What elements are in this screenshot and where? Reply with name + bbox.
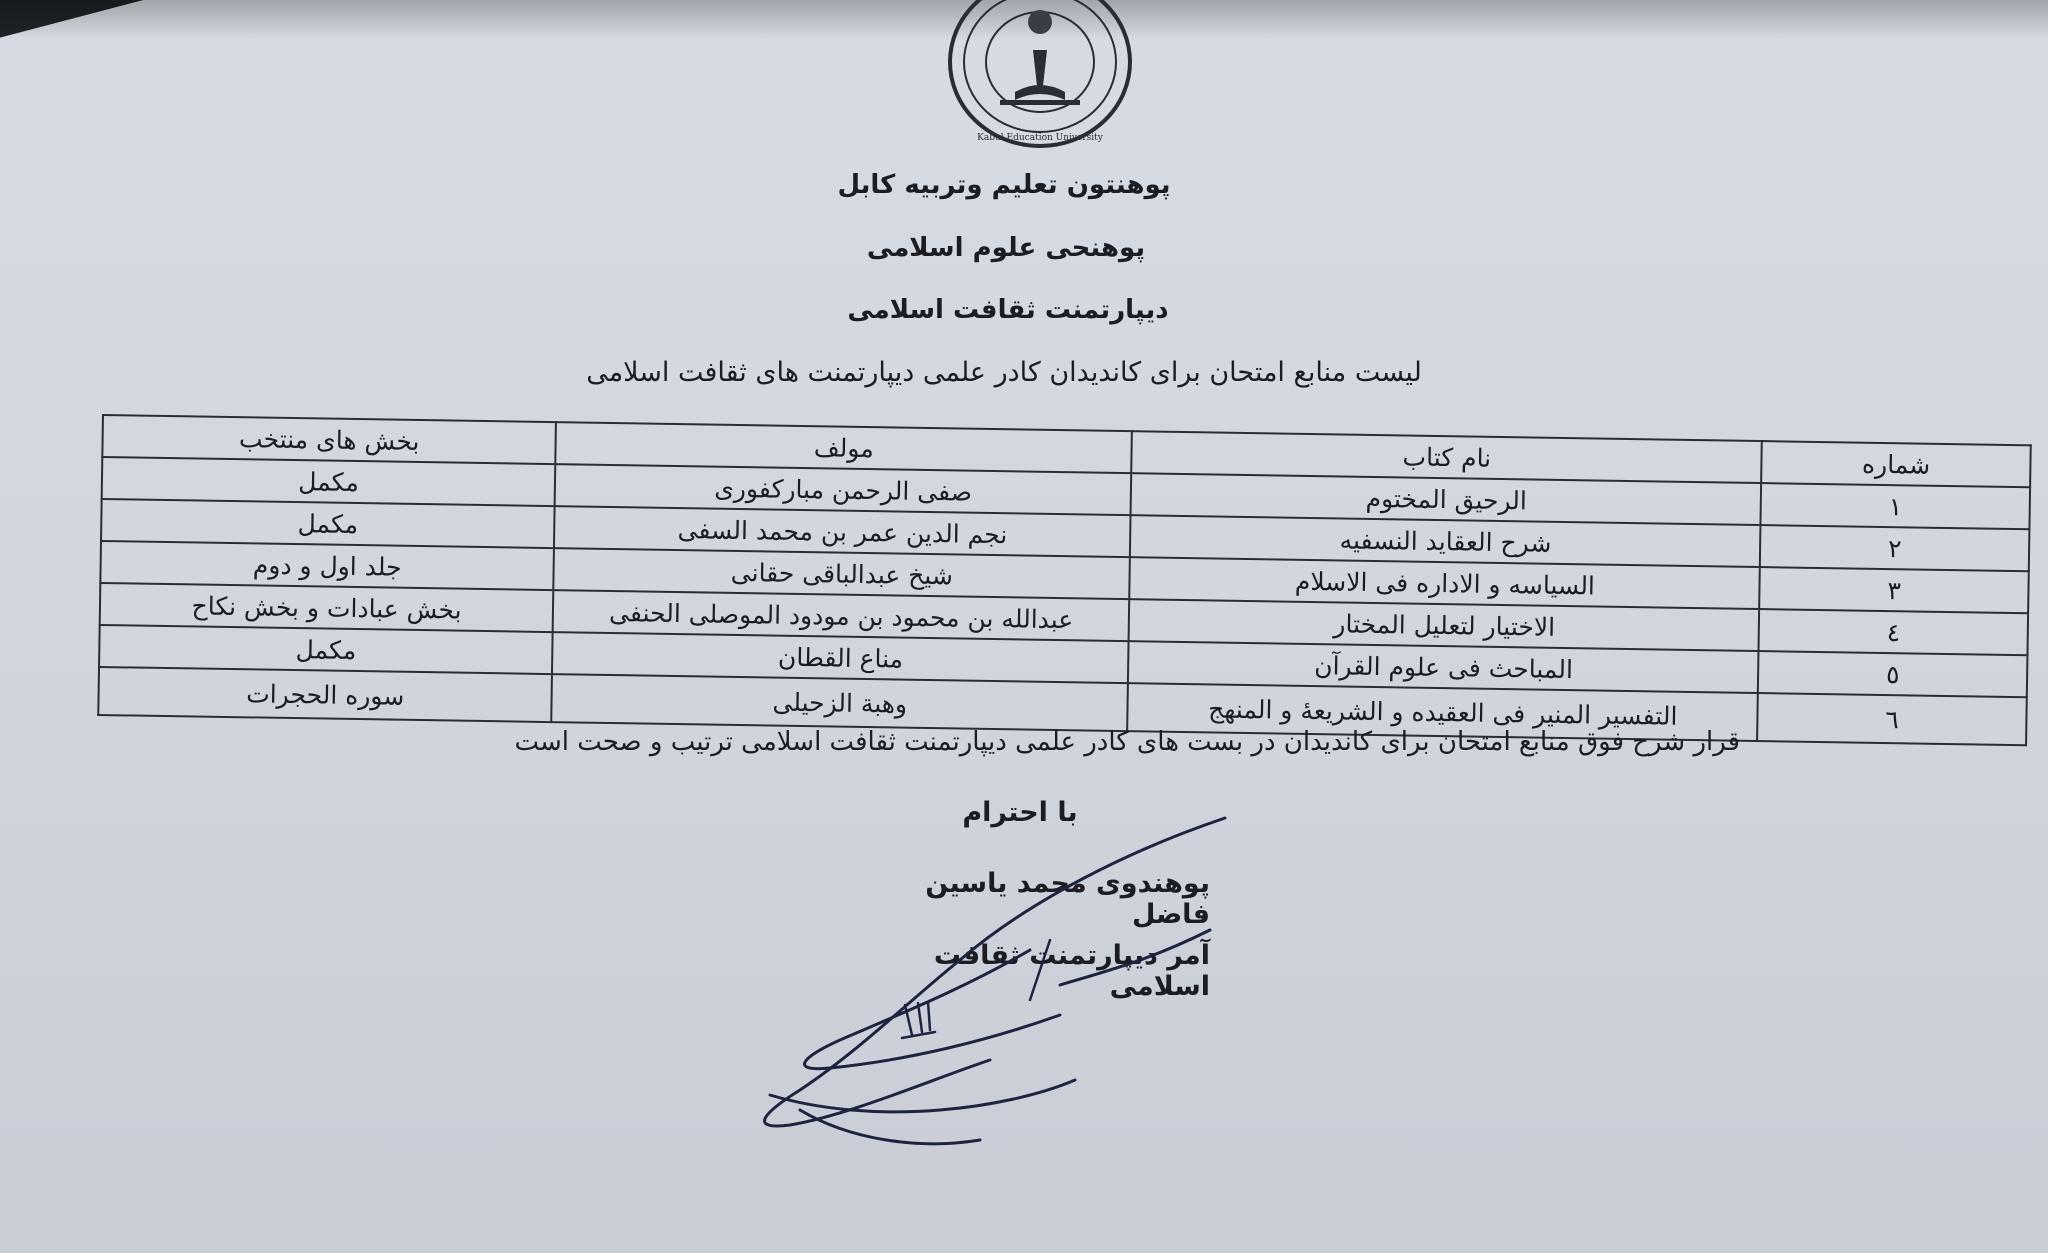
cell-sections: مکمل xyxy=(101,499,555,548)
signatory-name: پوهندوی محمد یاسین فاضل xyxy=(925,868,1210,930)
confirmation-note: قرار شرح فوق منابع امتحان برای کاندیدان در بست های کادر علمی دیپارتمنت ثقافت اسلامی ترتیب و صحت است xyxy=(514,727,1740,757)
cell-book: السیاسه و الاداره فی الاسلام xyxy=(1130,557,1761,609)
exam-sources-table xyxy=(97,414,2032,746)
cell-book: الرحیق المختوم xyxy=(1131,473,1762,525)
cell-sections: مکمل xyxy=(102,457,556,506)
cell-author: مناع القطان xyxy=(552,632,1129,683)
cell-author: نجم الدین عمر بن محمد السفی xyxy=(554,506,1131,557)
cell-number: ٦ xyxy=(1758,693,2027,745)
faculty-name: پوهنحی علوم اسلامی xyxy=(866,233,1146,263)
cell-number: ٣ xyxy=(1760,567,2029,613)
header-sections: بخش های منتخب xyxy=(102,415,556,464)
cell-sections: سوره الحجرات xyxy=(98,667,552,722)
cell-sections: بخش عبادات و بخش نکاح xyxy=(100,583,554,632)
cell-sections: جلد اول و دوم xyxy=(100,541,554,590)
handwritten-signature xyxy=(730,810,1250,1160)
department-name: دیپارتمنت ثقافت اسلامی xyxy=(847,295,1169,325)
cell-number: ٤ xyxy=(1759,609,2028,655)
cell-number: ٥ xyxy=(1758,651,2027,697)
cell-number: ٢ xyxy=(1760,525,2029,571)
cell-author: عبدالله بن محمود بن مودود الموصلی الحنفی xyxy=(553,590,1130,641)
logo-text: Kabul Education University xyxy=(977,133,1103,143)
university-name: پوهنتون تعلیم وتربیه کابل xyxy=(837,170,1171,200)
cell-sections: مکمل xyxy=(99,625,553,674)
cell-number: ١ xyxy=(1761,483,2030,529)
cell-book: التفسیر المنیر فی العقیده و الشریعهٔ و المنهج xyxy=(1127,683,1758,741)
header-book: نام کتاب xyxy=(1132,431,1763,483)
cell-book: الاختیار لتعلیل المختار xyxy=(1129,599,1760,651)
list-title: لیست منابع امتحان برای کاندیدان کادر علمی دیپارتمنت های ثقافت اسلامی xyxy=(586,357,1422,388)
signatory-title: آمر دیپارتمنت ثقافت اسلامی xyxy=(933,940,1210,1002)
cell-author: وهبة الزحیلی xyxy=(551,674,1128,731)
cell-book: شرح العقاید النسفیه xyxy=(1130,515,1761,567)
university-seal-logo xyxy=(945,0,1135,160)
cell-book: المباحث فی علوم القرآن xyxy=(1128,641,1759,693)
cell-author: شیخ عبدالباقی حقانی xyxy=(554,548,1131,599)
closing-regards: با احترام xyxy=(962,797,1078,828)
header-author: مولف xyxy=(556,422,1133,473)
header-number: شماره xyxy=(1762,441,2031,487)
cell-author: صفی الرحمن مبارکفوری xyxy=(555,464,1132,515)
